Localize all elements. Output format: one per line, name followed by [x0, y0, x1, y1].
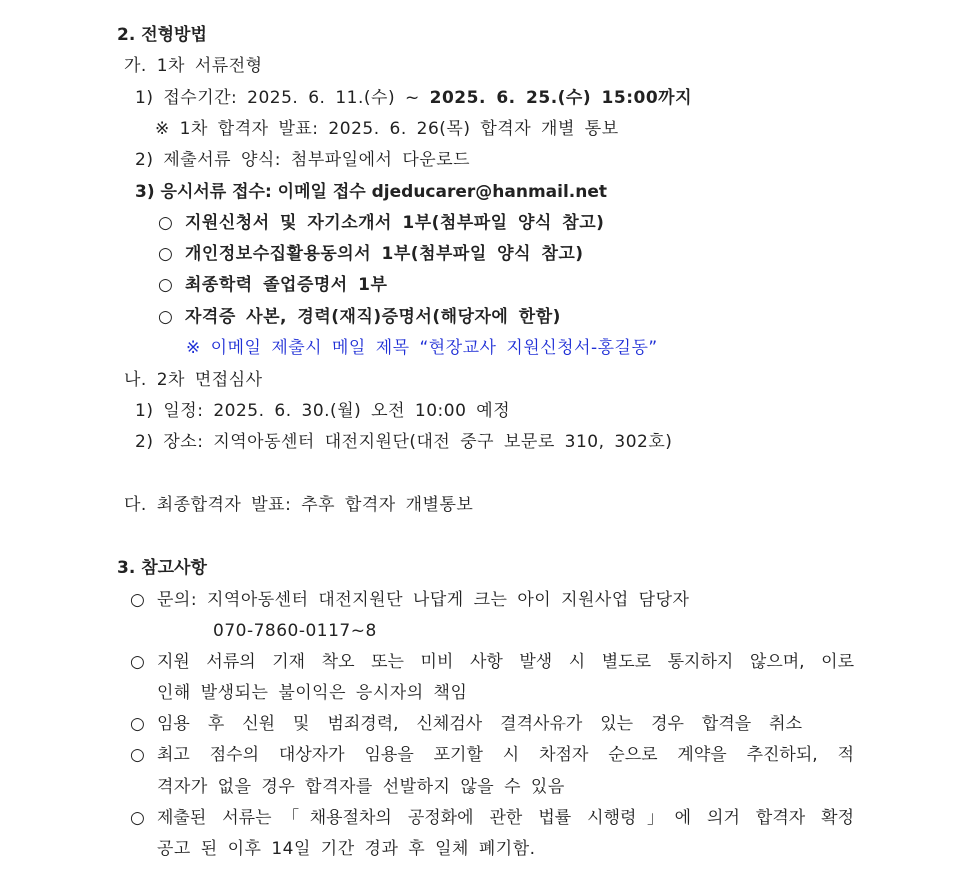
reception-deadline: 2025. 6. 25.(수) 15:00까지 — [429, 88, 692, 108]
section-2b-label: 나. 2차 면접심사 — [124, 370, 263, 390]
email-subject-note: ※ 이메일 제출시 메일 제목 “현장교사 지원신청서-홍길동” — [186, 338, 658, 358]
section-2a-label: 가. 1차 서류전형 — [124, 56, 263, 76]
note-cancellation: 임용 후 신원 및 범죄경력, 신체검사 결격사유가 있는 경우 합격을 취소 — [157, 714, 802, 734]
note-bullet: ○ — [130, 652, 145, 672]
note-disposal: 제출된 서류는「채용절차의 공정화에 관한 법률 시행령」에 의거 합격자 확정 — [157, 808, 854, 828]
doc-bullet: ○ — [158, 213, 173, 233]
section-3-title: 3. 참고사항 — [117, 558, 207, 578]
doc-item: 자격증 사본, 경력(재직)증명서(해당자에 한함) — [185, 307, 561, 327]
note-inquiry: 문의: 지역아동센터 대전지원단 나답게 크는 아이 지원사업 담당자 — [157, 590, 690, 610]
reception-period-prefix: 1) 접수기간: 2025. 6. 11.(수) ~ — [135, 88, 430, 108]
first-result-note: ※ 1차 합격자 발표: 2025. 6. 26(목) 합격자 개별 통보 — [155, 119, 619, 139]
form-download: 2) 제출서류 양식: 첨부파일에서 다운로드 — [135, 150, 471, 170]
interview-location: 2) 장소: 지역아동센터 대전지원단(대전 중구 보문로 310, 302호) — [135, 432, 673, 452]
note-document-error: 지원 서류의 기재 착오 또는 미비 사항 발생 시 별도로 통지하지 않으며, 이로 — [157, 652, 854, 672]
note-bullet: ○ — [130, 590, 145, 610]
note-disposal-cont: 공고 된 이후 14일 기간 경과 후 일체 폐기함. — [157, 839, 536, 859]
note-runner-up: 최고 점수의 대상자가 임용을 포기할 시 차점자 순으로 계약을 추진하되, 적 — [157, 745, 854, 765]
interview-date: 1) 일정: 2025. 6. 30.(월) 오전 10:00 예정 — [135, 401, 511, 421]
doc-bullet: ○ — [158, 275, 173, 295]
reception-period — [135, 87, 692, 109]
doc-bullet: ○ — [158, 244, 173, 264]
note-bullet: ○ — [130, 714, 145, 734]
doc-item: 개인정보수집활용동의서 1부(첨부파일 양식 참고) — [185, 244, 584, 264]
note-bullet: ○ — [130, 808, 145, 828]
doc-item: 최종학력 졸업증명서 1부 — [185, 275, 388, 295]
doc-item: 지원신청서 및 자기소개서 1부(첨부파일 양식 참고) — [185, 213, 605, 233]
note-document-error-cont: 인해 발생되는 불이익은 응시자의 책임 — [157, 683, 468, 703]
note-inquiry-phone: 070-7860-0117~8 — [213, 621, 377, 641]
doc-bullet: ○ — [158, 307, 173, 327]
note-bullet: ○ — [130, 745, 145, 765]
section-2-title: 2. 전형방법 — [117, 25, 207, 45]
note-runner-up-cont: 격자가 없을 경우 합격자를 선발하지 않을 수 있음 — [157, 777, 565, 797]
email-submission: 3) 응시서류 접수: 이메일 접수 djeducarer@hanmail.net — [135, 182, 608, 202]
section-2c-label: 다. 최종합격자 발표: 추후 합격자 개별통보 — [124, 495, 474, 515]
